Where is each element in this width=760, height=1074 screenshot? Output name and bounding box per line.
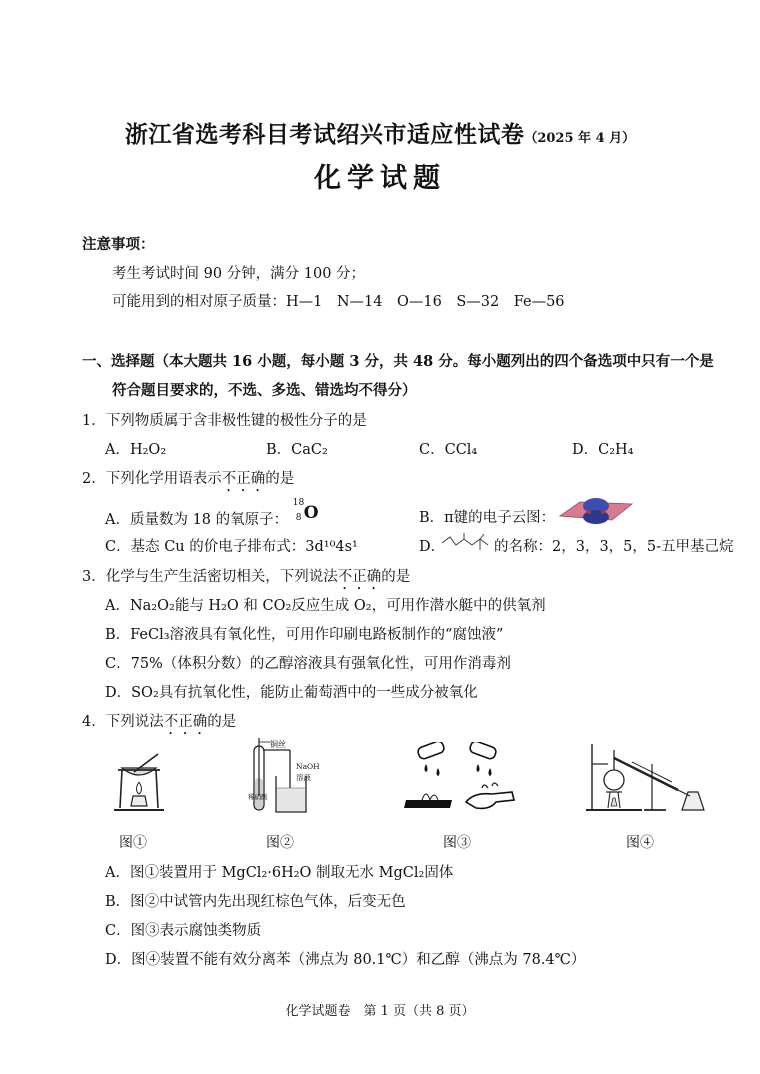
exam-title bbox=[0, 116, 760, 149]
q1-stem: 1．下列物质属于含非极性键的极性分子的是 bbox=[82, 413, 367, 429]
q3-option-b: B．FeCl₃溶液具有氧化性，可用作印刷电路板制作的“腐蚀液” bbox=[105, 627, 504, 643]
figure-3-caption: 图③ bbox=[443, 835, 471, 851]
q4-option-b: B．图②中试管内先出现红棕色气体，后变无色 bbox=[105, 894, 406, 910]
figure-2-label-copper-wire: 铜丝 bbox=[270, 740, 286, 749]
exam-title-date: （2025 年 4 月） bbox=[524, 131, 636, 146]
q4-option-a: A．图①装置用于 MgCl₂·6H₂O 制取无水 MgCl₂固体 bbox=[105, 865, 454, 881]
q4-stem-post: 的是 bbox=[207, 714, 237, 730]
q1-option-a: A．H₂O₂ bbox=[105, 442, 167, 458]
q3-stem-post: 的是 bbox=[381, 569, 411, 585]
subject-title: 化学试题 bbox=[314, 163, 446, 194]
q2-stem-pre: 2．下列化学用语表示 bbox=[82, 471, 222, 487]
q4-option-c: C．图③表示腐蚀类物质 bbox=[105, 923, 262, 939]
notice-heading: 注意事项： bbox=[82, 236, 155, 253]
q4-stem-pre: 4．下列说法 bbox=[82, 714, 164, 730]
figure-2-label-solution: 溶液 bbox=[296, 773, 311, 782]
q1-option-d: D．C₂H₄ bbox=[572, 442, 634, 458]
q3-stem-emphasis: 不正确 bbox=[337, 569, 382, 585]
q3-option-a: A．Na₂O₂能与 H₂O 和 CO₂反应生成 O₂，可用作潜水艇中的供氧剂 bbox=[105, 598, 546, 614]
q2-option-a-text: A．质量数为 18 的氧原子： bbox=[105, 512, 289, 528]
q4-stem bbox=[82, 710, 236, 738]
section-heading-line-2: 符合题目要求的，不选、多选、错选均不得分） bbox=[112, 382, 417, 399]
figure-2-label-naoh: NaOH bbox=[296, 762, 320, 771]
q3-option-d: D．SO₂具有抗氧化性，能防止葡萄酒中的一些成分被氧化 bbox=[105, 685, 478, 701]
q2-option-c: C．基态 Cu 的价电子排布式：3d¹⁰4s¹ bbox=[105, 539, 358, 555]
figure-2-caption: 图② bbox=[266, 835, 294, 851]
skeletal-formula-icon bbox=[440, 533, 492, 551]
q2-option-b: B．π键的电子云图： bbox=[419, 510, 556, 526]
figure-4-distillation-apparatus-icon bbox=[586, 740, 716, 816]
isotope-element: O bbox=[303, 503, 319, 523]
oxygen-isotope-symbol bbox=[292, 498, 319, 526]
q2-stem-emphasis: 不正确 bbox=[221, 471, 266, 487]
q2-option-d-text: 的名称：2，3，3，5，5-五甲基己烷 bbox=[494, 539, 734, 555]
q2-option-a bbox=[105, 498, 319, 529]
q3-option-c: C．75%（体积分数）的乙醇溶液具有强氧化性，可用作消毒剂 bbox=[105, 656, 511, 672]
figure-2-label-dilute-nitric-acid: 稀硝酸 bbox=[248, 793, 268, 801]
isotope-atomic-number: 8 bbox=[295, 513, 302, 523]
notice-line-2: 可能用到的相对原子质量：H—1 N—14 O—16 S—32 Fe—56 bbox=[112, 294, 565, 310]
section-heading-line-1: 一、选择题（本大题共 16 小题，每小题 3 分，共 48 分。每小题列出的四个备选项中只有一个是 bbox=[82, 353, 714, 370]
q2-option-d-pre: D． bbox=[419, 539, 446, 555]
exam-title-main: 浙江省选考科目考试绍兴市适应性试卷 bbox=[124, 121, 525, 148]
page-footer: 化学试题卷 第 1 页（共 8 页） bbox=[285, 1004, 475, 1019]
notice-line-1: 考生考试时间 90 分钟，满分 100 分； bbox=[112, 266, 366, 282]
figure-3-corrosive-symbol-icon bbox=[404, 742, 522, 814]
figure-1-caption: 图① bbox=[119, 835, 147, 851]
q2-stem-post: 的是 bbox=[265, 471, 295, 487]
q4-stem-emphasis: 不正确 bbox=[163, 714, 208, 730]
q2-stem bbox=[82, 467, 294, 495]
pi-bond-electron-cloud-icon bbox=[558, 496, 634, 526]
q3-stem-pre: 3．化学与生产生活密切相关，下列说法 bbox=[82, 569, 338, 585]
figure-4-caption: 图④ bbox=[626, 835, 654, 851]
q1-option-b: B．CaC₂ bbox=[266, 442, 328, 458]
q1-option-c: C．CCl₄ bbox=[419, 442, 478, 458]
q3-stem bbox=[82, 565, 410, 593]
isotope-mass-number: 18 bbox=[292, 498, 305, 508]
figure-1-evaporation-apparatus-icon bbox=[112, 748, 166, 814]
q4-option-d: D．图④装置不能有效分离苯（沸点为 80.1℃）和乙醇（沸点为 78.4℃） bbox=[105, 952, 586, 968]
